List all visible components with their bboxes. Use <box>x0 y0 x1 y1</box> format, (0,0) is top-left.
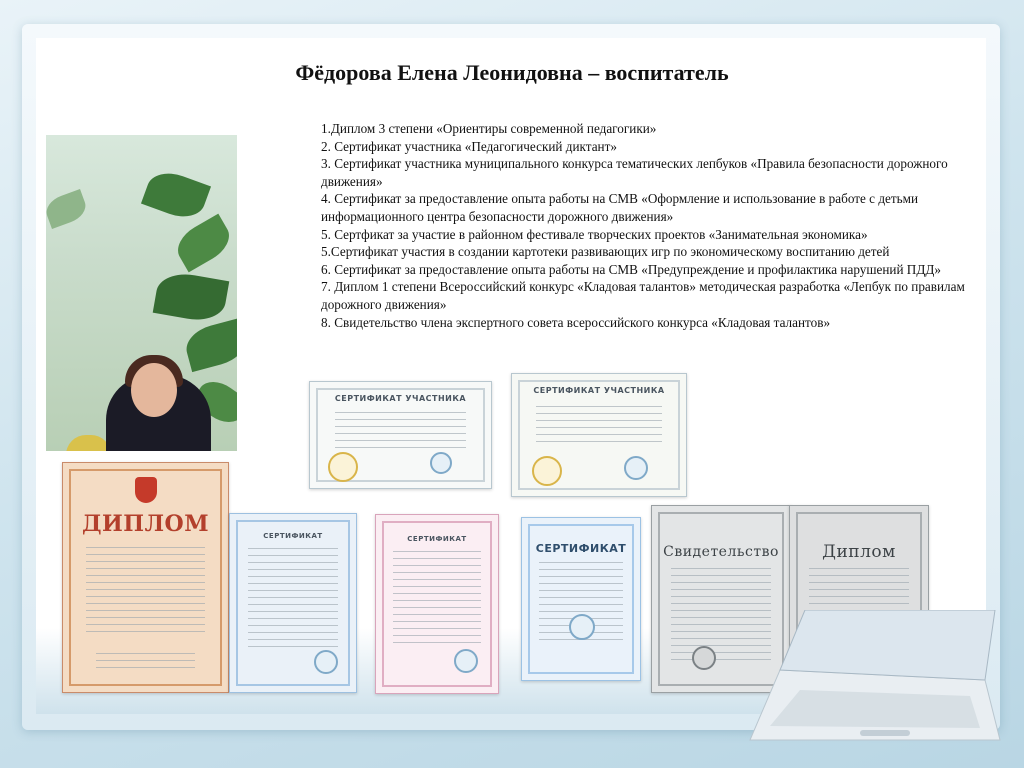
certificate-document-1 <box>229 513 357 693</box>
certificate-document-3 <box>521 517 641 681</box>
certificate-participant-2 <box>511 373 687 497</box>
certificate-title: ДИПЛОМ <box>81 511 210 537</box>
achievement-item: 8. Свидетельство члена экспертного совета всероссийского конкурса «Кладовая талантов» <box>321 314 831 330</box>
achievement-item: 6. Сертификат за предоставление опыта работы на СМВ «Предупреждение и профилактика нарушений ПДД» <box>321 261 941 277</box>
certificate-title: Свидетельство <box>663 544 779 560</box>
achievement-item: 3. Сертификат участника муниципального конкурса тематических лепбуков «Правила безопасности дорожного движения» <box>321 156 948 189</box>
achievement-list <box>321 120 991 331</box>
certificate-title: СЕРТИФИКАТ <box>263 532 323 540</box>
coat-of-arms-icon <box>135 477 157 503</box>
achievement-item: 1.Диплом 3 степени «Ориентиры современной педагогики» <box>321 121 657 136</box>
certificate-title: СЕРТИФИКАТ УЧАСТНИКА <box>533 386 665 395</box>
certificate-title: Диплом <box>822 542 896 562</box>
chair <box>66 435 111 451</box>
slide-title: Фёдорова Елена Леонидовна – воспитатель <box>295 60 729 85</box>
person-head <box>131 363 177 417</box>
certificate-title: СЕРТИФИКАТ <box>407 535 467 543</box>
laptop-illustration <box>740 610 1010 750</box>
certificate-participant-1 <box>309 381 492 489</box>
achievement-item: 4. Сертификат за предоставление опыта работы на СМВ «Оформление и использование в работе с детьми информационного центра безопасности дорожного движения» <box>321 191 919 224</box>
certificate-title: СЕРТИФИКАТ <box>535 542 627 555</box>
certificate-title: СЕРТИФИКАТ УЧАСТНИКА <box>334 394 467 403</box>
diploma-document <box>62 462 229 693</box>
achievement-item: 5. Сертфикат за участие в районном фестивале творческих проектов «Занимательная экономика» <box>321 226 868 242</box>
achievement-item: 2. Сертификат участника «Педагогический диктант» <box>321 138 617 154</box>
teacher-portrait-photo <box>46 135 237 451</box>
certificate-document-2 <box>375 514 499 694</box>
achievement-item: 5.Сертификат участия в создании картотеки развивающих игр по экономическому воспитанию детей <box>321 244 890 260</box>
achievement-item: 7. Диплом 1 степени Всероссийский конкурс «Кладовая талантов» методическая разработка «Лепбук по правилам дорожного движения» <box>321 279 965 312</box>
